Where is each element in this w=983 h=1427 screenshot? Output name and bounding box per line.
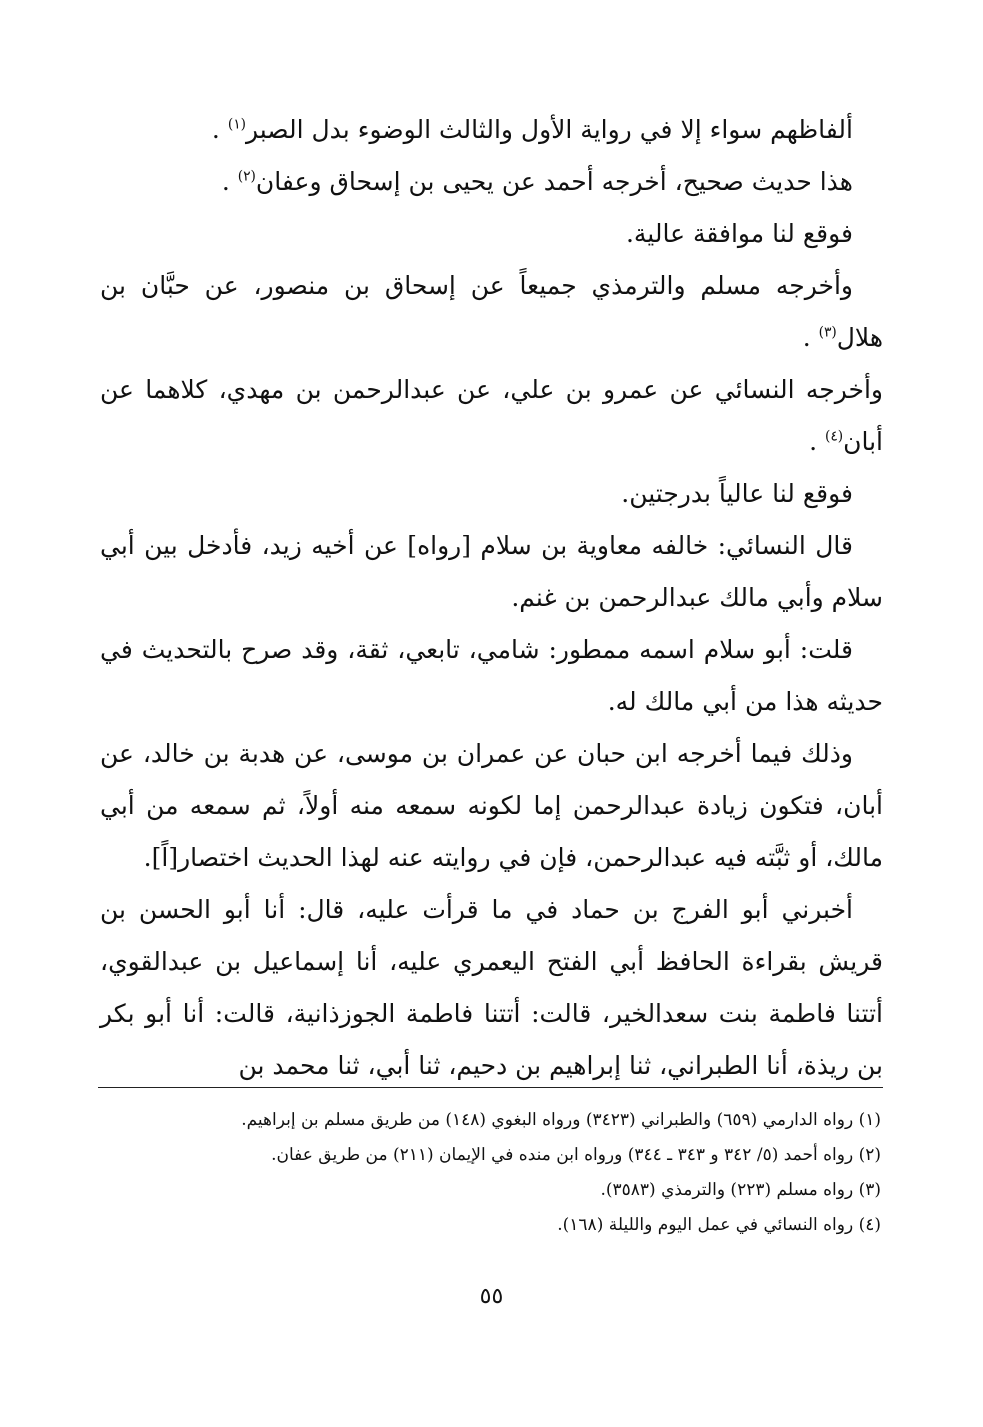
paragraph: ألفاظهم سواء إلا في رواية الأول والثالث الوضوء بدل الصبر$^{(١)}$ . bbox=[211, 115, 853, 144]
footnote: (٣) رواه مسلم (٢٢٣) والترمذي (٣٥٨٣). bbox=[600, 1180, 881, 1200]
footnote-separator bbox=[98, 1087, 883, 1088]
page-number: ٥٥ bbox=[479, 1284, 504, 1309]
footnote-ref: (٢) bbox=[237, 168, 256, 185]
footnote-ref: (٤) bbox=[824, 428, 844, 445]
footnotes bbox=[98, 1103, 881, 1243]
paragraph: وأخرجه مسلم والترمذي جميعاً عن إسحاق بن منصور، عن حبَّان بن هلال$^{(٣)}$ . bbox=[100, 271, 883, 352]
paragraph: فوقع لنا عالياً بدرجتين. bbox=[621, 479, 853, 508]
paragraph: وأخرجه النسائي عن عمرو بن علي، عن عبدالرحمن بن مهدي، كلاهما عن أبان$^{(٤)}$ . bbox=[100, 375, 883, 456]
footnote: (٢) رواه أحمد (٥/ ٣٤٢ و ٣٤٣ ـ ٣٤٤) ورواه ابن منده في الإيمان (٢١١) من طريق عفان. bbox=[271, 1145, 881, 1165]
footnote-ref: (١) bbox=[227, 116, 246, 133]
paragraph: قلت: أبو سلام اسمه ممطور: شامي، تابعي، ثقة، وقد صرح بالتحديث في حديثه هذا من أبي مالك له. bbox=[100, 635, 883, 716]
paragraph: قال النسائي: خالفه معاوية بن سلام [رواه] عن أخيه زيد، فأدخل بين أبي سلام وأبي مالك عبدالرحمن بن غنم. bbox=[100, 531, 883, 612]
paragraph: وذلك فيما أخرجه ابن حبان عن عمران بن موسى، عن هدبة بن خالد، عن أبان، فتكون زيادة عبدالرحمن إما لكونه سمعه منه أولاً، ثم سمعه من أبي مالك، أو ثبَّته فيه عبدالرحمن، فإن في روايته عنه لهذا الحديث اختصار[اً]. bbox=[100, 739, 883, 872]
main-text bbox=[100, 104, 883, 1092]
footnote: (١) رواه الدارمي (٦٥٩) والطبراني (٣٤٢٣) ورواه البغوي (١٤٨) من طريق مسلم بن إبراهيم. bbox=[241, 1110, 881, 1130]
footnote-ref: (٣) bbox=[818, 324, 837, 341]
footnote: (٤) رواه النسائي في عمل اليوم والليلة (١٦٨). bbox=[557, 1215, 881, 1235]
paragraph: هذا حديث صحيح، أخرجه أحمد عن يحيى بن إسحاق وعفان$^{(٢)}$ . bbox=[221, 167, 853, 196]
paragraph: فوقع لنا موافقة عالية. bbox=[625, 219, 853, 248]
paragraph: أخبرني أبو الفرج بن حماد في ما قرأت عليه، قال: أنا أبو الحسن بن قريش بقراءة الحافظ أبي الفتح اليعمري عليه، أنا إسماعيل بن عبدالقوي، أتتنا فاطمة بنت سعدالخير، قالت: أتتنا فاطمة الجوزذانية، قالت: أنا أبو بكر بن ريذة، أنا الطبراني، ثنا إبراهيم بن دحيم، ثنا أبي، ثنا محمد بن bbox=[100, 895, 884, 1080]
